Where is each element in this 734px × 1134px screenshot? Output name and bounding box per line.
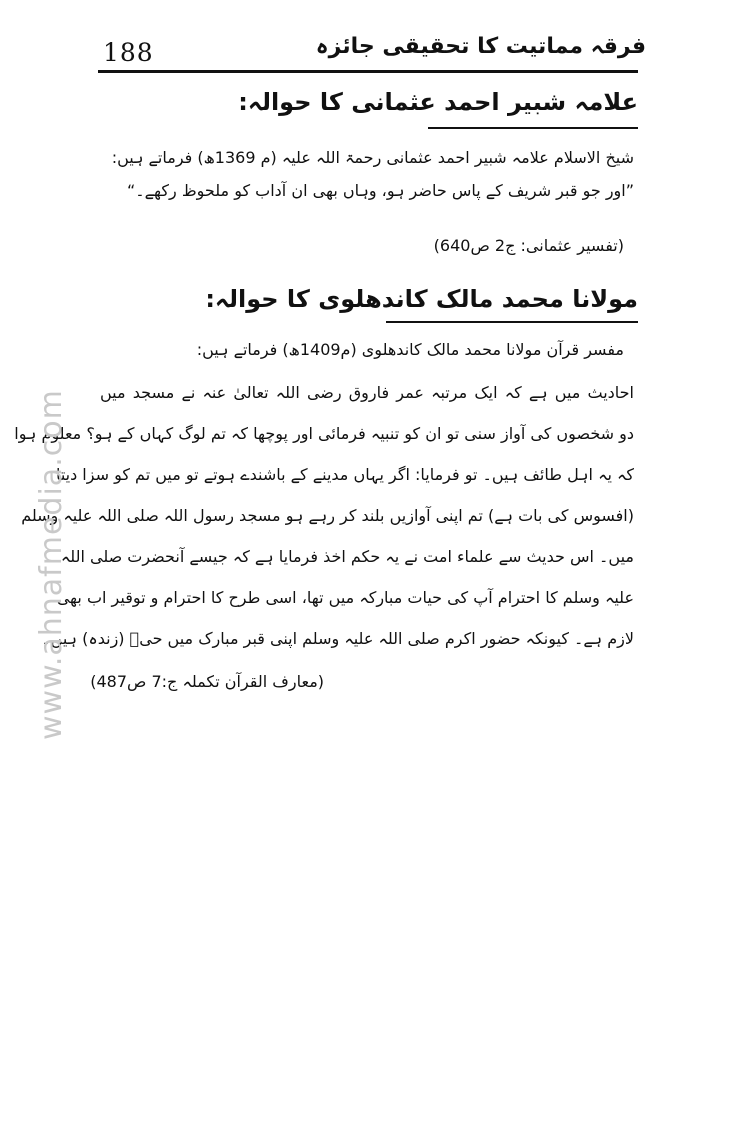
usmani-reference: (تفسیر عثمانی: ج2 ص640) [433,236,624,255]
paragraph-line: لازم ہے۔ کیونکہ حضور اکرم صلی اللہ علیہ وسلم اپنی قبر مبارک میں حیؔ (زندہ) ہیں۔ [41,629,634,648]
header-rule [98,70,638,73]
page-number: 188 [103,38,154,67]
section-title-usmani: علامہ شبیر احمد عثمانی کا حوالہ: [238,88,638,116]
section-title-kandhlawi: مولانا محمد مالک کاندھلوی کا حوالہ: [205,285,638,313]
usmani-intro: شیخ الاسلام علامہ شبیر احمد عثمانی رحمۃ اللہ علیہ (م 1369ھ) فرماتے ہیں: [111,148,634,167]
paragraph-line: کہ یہ اہل طائف ہیں۔ تو فرمایا: اگر یہاں مدینے کے باشندے ہوتے تو میں تم کو سزا دیتا [55,465,634,484]
paragraph-line: علیہ وسلم کا احترام آپ کی حیات مبارکہ میں تھا، اسی طرح کا احترام و توقیر اب بھی [56,588,634,607]
usmani-quote: ”اور جو قبر شریف کے پاس حاضر ہو، وہاں بھی ان آداب کو ملحوظ رکھے۔“ [127,181,634,200]
paragraph-line: احادیث میں ہے کہ ایک مرتبہ عمر فاروق رضی اللہ تعالیٰ عنہ نے مسجد میں [100,383,634,402]
kandhlawi-reference: (معارف القرآن تکملہ ج:7 ص487) [90,672,324,691]
watermark: www.ahnafmedia.com [34,389,69,740]
kandhlawi-intro: مفسر قرآن مولانا محمد مالک کاندھلوی (م1409ھ) فرماتے ہیں: [196,340,624,359]
paragraph-line: (افسوس کی بات ہے) تم اپنی آوازیں بلند کر رہے ہو مسجد رسول اللہ صلی اللہ علیہ وسلم [21,506,634,525]
section-rule-usmani [428,127,638,129]
paragraph-line: دو شخصوں کی آواز سنی تو ان کو تنبیہ فرمائی اور پوچھا کہ تم لوگ کہاں کے ہو؟ معلوم ہوا [14,424,634,443]
section-rule-kandhlawi [386,321,638,323]
running-title: فرقہ مماتیت کا تحقیقی جائزہ [315,34,646,59]
paragraph-line: میں۔ اس حدیث سے علماء امت نے یہ حکم اخذ فرمایا ہے کہ جیسے آنحضرت صلی اللہ [60,547,634,566]
